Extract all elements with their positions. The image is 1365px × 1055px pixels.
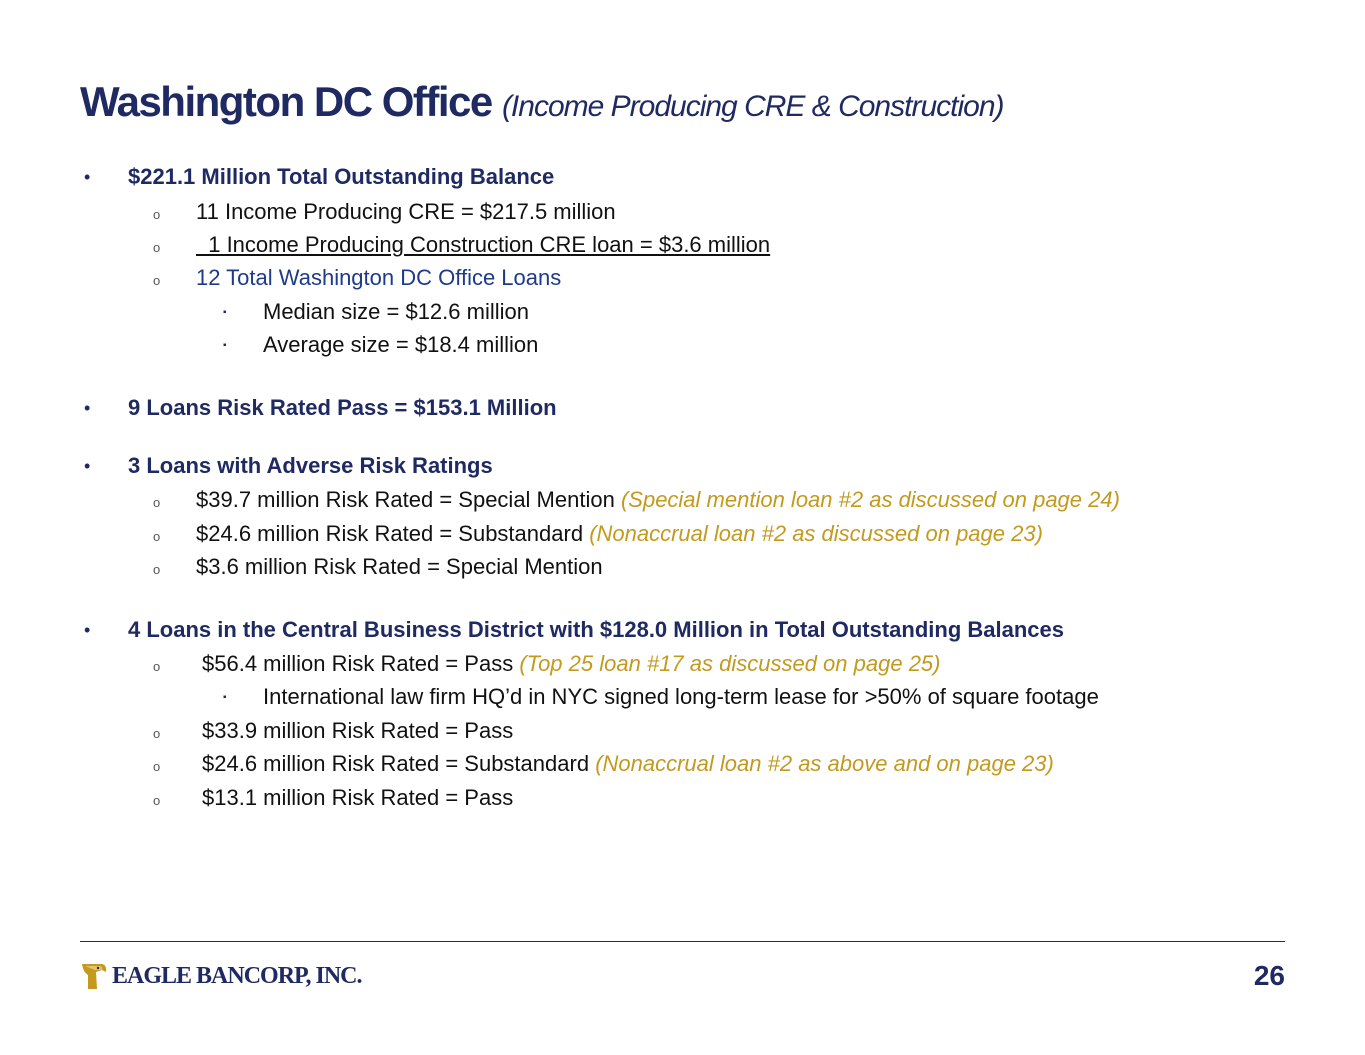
- pass-33-9: $33.9 million Risk Rated = Pass: [202, 718, 514, 743]
- footer-divider: [80, 941, 1285, 942]
- special-mention-39-7: $39.7 million Risk Rated = Special Mention: [196, 487, 615, 512]
- title-main: Washington DC Office: [80, 78, 492, 125]
- nonaccrual-note: (Nonaccrual loan #2 as discussed on page 23): [589, 521, 1043, 546]
- special-mention-3-6: $3.6 million Risk Rated = Special Mention: [196, 554, 603, 579]
- bullet-marker: •: [84, 167, 91, 187]
- special-mention-note: (Special mention loan #2 as discussed on page 24): [620, 487, 1120, 512]
- square-marker: ▪: [223, 307, 227, 318]
- circle-marker: o: [153, 495, 161, 510]
- square-marker: ▪: [223, 692, 227, 703]
- eagle-head-icon: [80, 961, 108, 991]
- pass-loans-heading: 9 Loans Risk Rated Pass = $153.1 Million: [128, 395, 557, 420]
- substandard-24-6-cbd: $24.6 million Risk Rated = Substandard: [202, 751, 590, 776]
- circle-marker: o: [153, 562, 161, 577]
- company-logo: [80, 960, 362, 992]
- circle-marker: o: [153, 529, 161, 544]
- pass-13-1: $13.1 million Risk Rated = Pass: [202, 785, 514, 810]
- bullet-marker: •: [84, 456, 91, 476]
- nonaccrual-above-note: (Nonaccrual loan #2 as above and on page 23): [595, 751, 1054, 776]
- circle-marker: o: [153, 659, 161, 674]
- total-dc-office-loans: 12 Total Washington DC Office Loans: [196, 265, 562, 290]
- top-25-note: (Top 25 loan #17 as discussed on page 25): [519, 651, 941, 676]
- median-size: Median size = $12.6 million: [263, 299, 529, 324]
- income-producing-cre: 11 Income Producing CRE = $217.5 million: [196, 199, 616, 224]
- square-marker: ▪: [223, 340, 227, 351]
- construction-cre-loan: 1 Income Producing Construction CRE loan = $3.6 million: [196, 232, 771, 257]
- total-balance-heading: $221.1 Million Total Outstanding Balance: [128, 164, 555, 189]
- page-number: 26: [1253, 960, 1285, 991]
- bullet-marker: •: [84, 620, 91, 640]
- substandard-24-6: $24.6 million Risk Rated = Substandard: [196, 521, 584, 546]
- pass-56-4: $56.4 million Risk Rated = Pass: [202, 651, 514, 676]
- circle-marker: o: [153, 759, 161, 774]
- cbd-loans-heading: 4 Loans in the Central Business District with $128.0 Million in Total Outstanding Balances: [128, 617, 1064, 642]
- adverse-ratings-heading: 3 Loans with Adverse Risk Ratings: [128, 453, 493, 478]
- title-subtitle: (Income Producing CRE & Construction): [501, 90, 1004, 123]
- circle-marker: o: [153, 726, 161, 741]
- slide-title: [80, 78, 1004, 126]
- logo-text: EAGLE BANCORP, INC.: [112, 962, 362, 989]
- bullet-marker: •: [84, 398, 91, 418]
- circle-marker: o: [153, 240, 161, 255]
- circle-marker: o: [153, 273, 161, 288]
- law-firm-lease: International law firm HQ’d in NYC signed long-term lease for >50% of square footage: [263, 684, 1099, 709]
- circle-marker: o: [153, 207, 161, 222]
- average-size: Average size = $18.4 million: [263, 332, 539, 357]
- circle-marker: o: [153, 793, 161, 808]
